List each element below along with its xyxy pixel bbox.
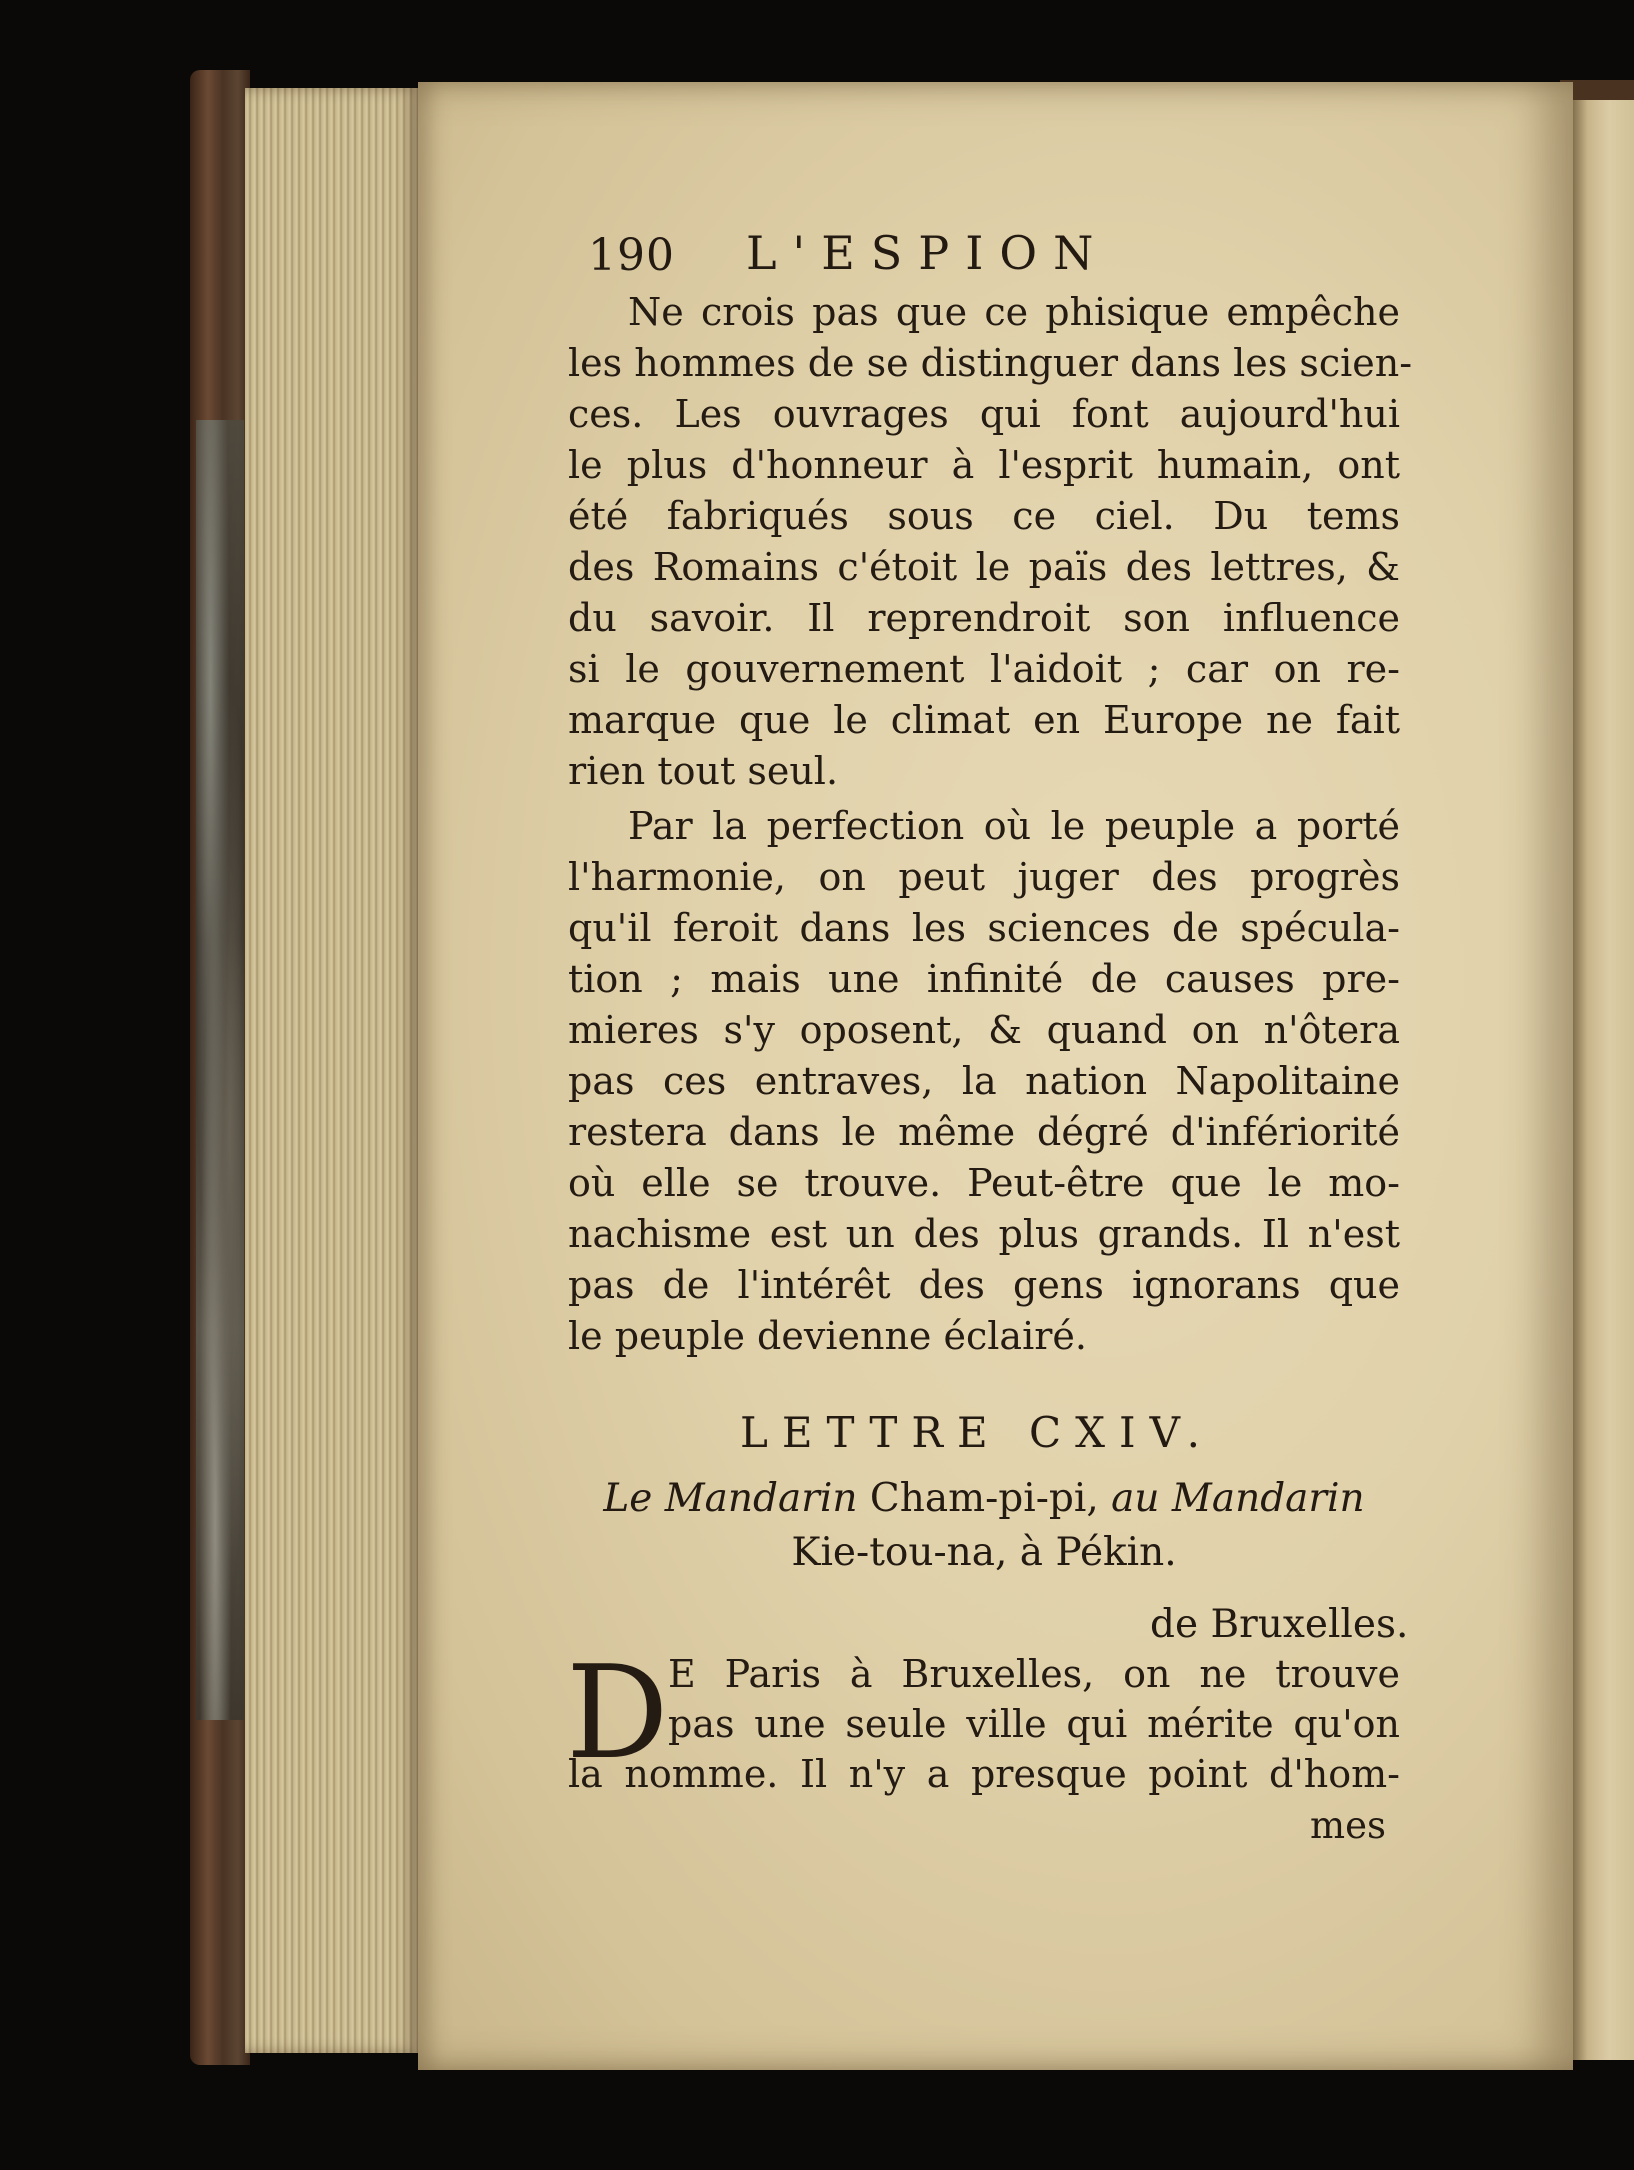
body-line: du savoir. Il reprendroit son influence — [568, 596, 1400, 640]
marbled-board — [196, 420, 244, 1720]
drop-cap: D — [566, 1639, 669, 1788]
dateline: de Bruxelles. — [1150, 1602, 1409, 1647]
subtitle-recipient-title: au Mandarin — [1111, 1476, 1365, 1521]
running-title: L'ESPION — [746, 226, 1110, 280]
body-line: l'harmonie, on peut juger des progrès — [568, 855, 1400, 899]
body-line: Ne crois pas que ce phisique empêche — [628, 290, 1400, 334]
letter-heading: LETTRE CXIV. — [740, 1408, 1214, 1457]
body-line: pas de l'intérêt des gens ignorans que — [568, 1263, 1400, 1307]
body-line: mieres s'y oposent, & quand on n'ôtera — [568, 1008, 1400, 1052]
catchword: mes — [1310, 1804, 1386, 1847]
body-line: pas ces entraves, la nation Napolitaine — [568, 1059, 1400, 1103]
subtitle-sender-title: Le Mandarin — [603, 1476, 858, 1521]
body-line: été fabriqués sous ce ciel. Du tems — [568, 494, 1400, 538]
body-line: qu'il feroit dans les sciences de spécula- — [568, 906, 1400, 950]
opening-line: E Paris à Bruxelles, on ne trouve — [668, 1652, 1400, 1696]
subtitle-sender-name: Cham-pi-pi, — [869, 1476, 1099, 1521]
body-line: marque que le climat en Europe ne fait — [568, 698, 1400, 742]
body-line: des Romains c'étoit le païs des lettres, & — [568, 545, 1400, 589]
letter-subtitle — [566, 1476, 1402, 1521]
opening-line: pas une seule ville qui mérite qu'on — [668, 1702, 1400, 1746]
body-line: si le gouvernement l'aidoit ; car on re- — [568, 647, 1400, 691]
body-line: tion ; mais une infinité de causes pre- — [568, 957, 1400, 1001]
body-line: restera dans le même dégré d'infériorité — [568, 1110, 1400, 1154]
body-line: rien tout seul. — [568, 749, 839, 793]
letter-subtitle-line2: Kie-tou-na, à Pékin. — [791, 1530, 1177, 1575]
body-line: Par la perfection où le peuple a porté — [628, 804, 1400, 848]
body-line: le peuple devienne éclairé. — [568, 1314, 1087, 1358]
body-line: le plus d'honneur à l'esprit humain, ont — [568, 443, 1400, 487]
body-line: ces. Les ouvrages qui font aujourd'hui — [568, 392, 1400, 436]
facing-page-edge — [1572, 100, 1634, 2060]
page-edges — [245, 88, 420, 2053]
body-line: où elle se trouve. Peut-être que le mo- — [568, 1161, 1400, 1205]
continuation-line: la nomme. Il n'y a presque point d'hom- — [568, 1752, 1400, 1796]
body-line: nachisme est un des plus grands. Il n'est — [568, 1212, 1400, 1256]
page-number: 190 — [588, 230, 675, 281]
body-line: les hommes de se distinguer dans les scien- — [568, 341, 1413, 385]
